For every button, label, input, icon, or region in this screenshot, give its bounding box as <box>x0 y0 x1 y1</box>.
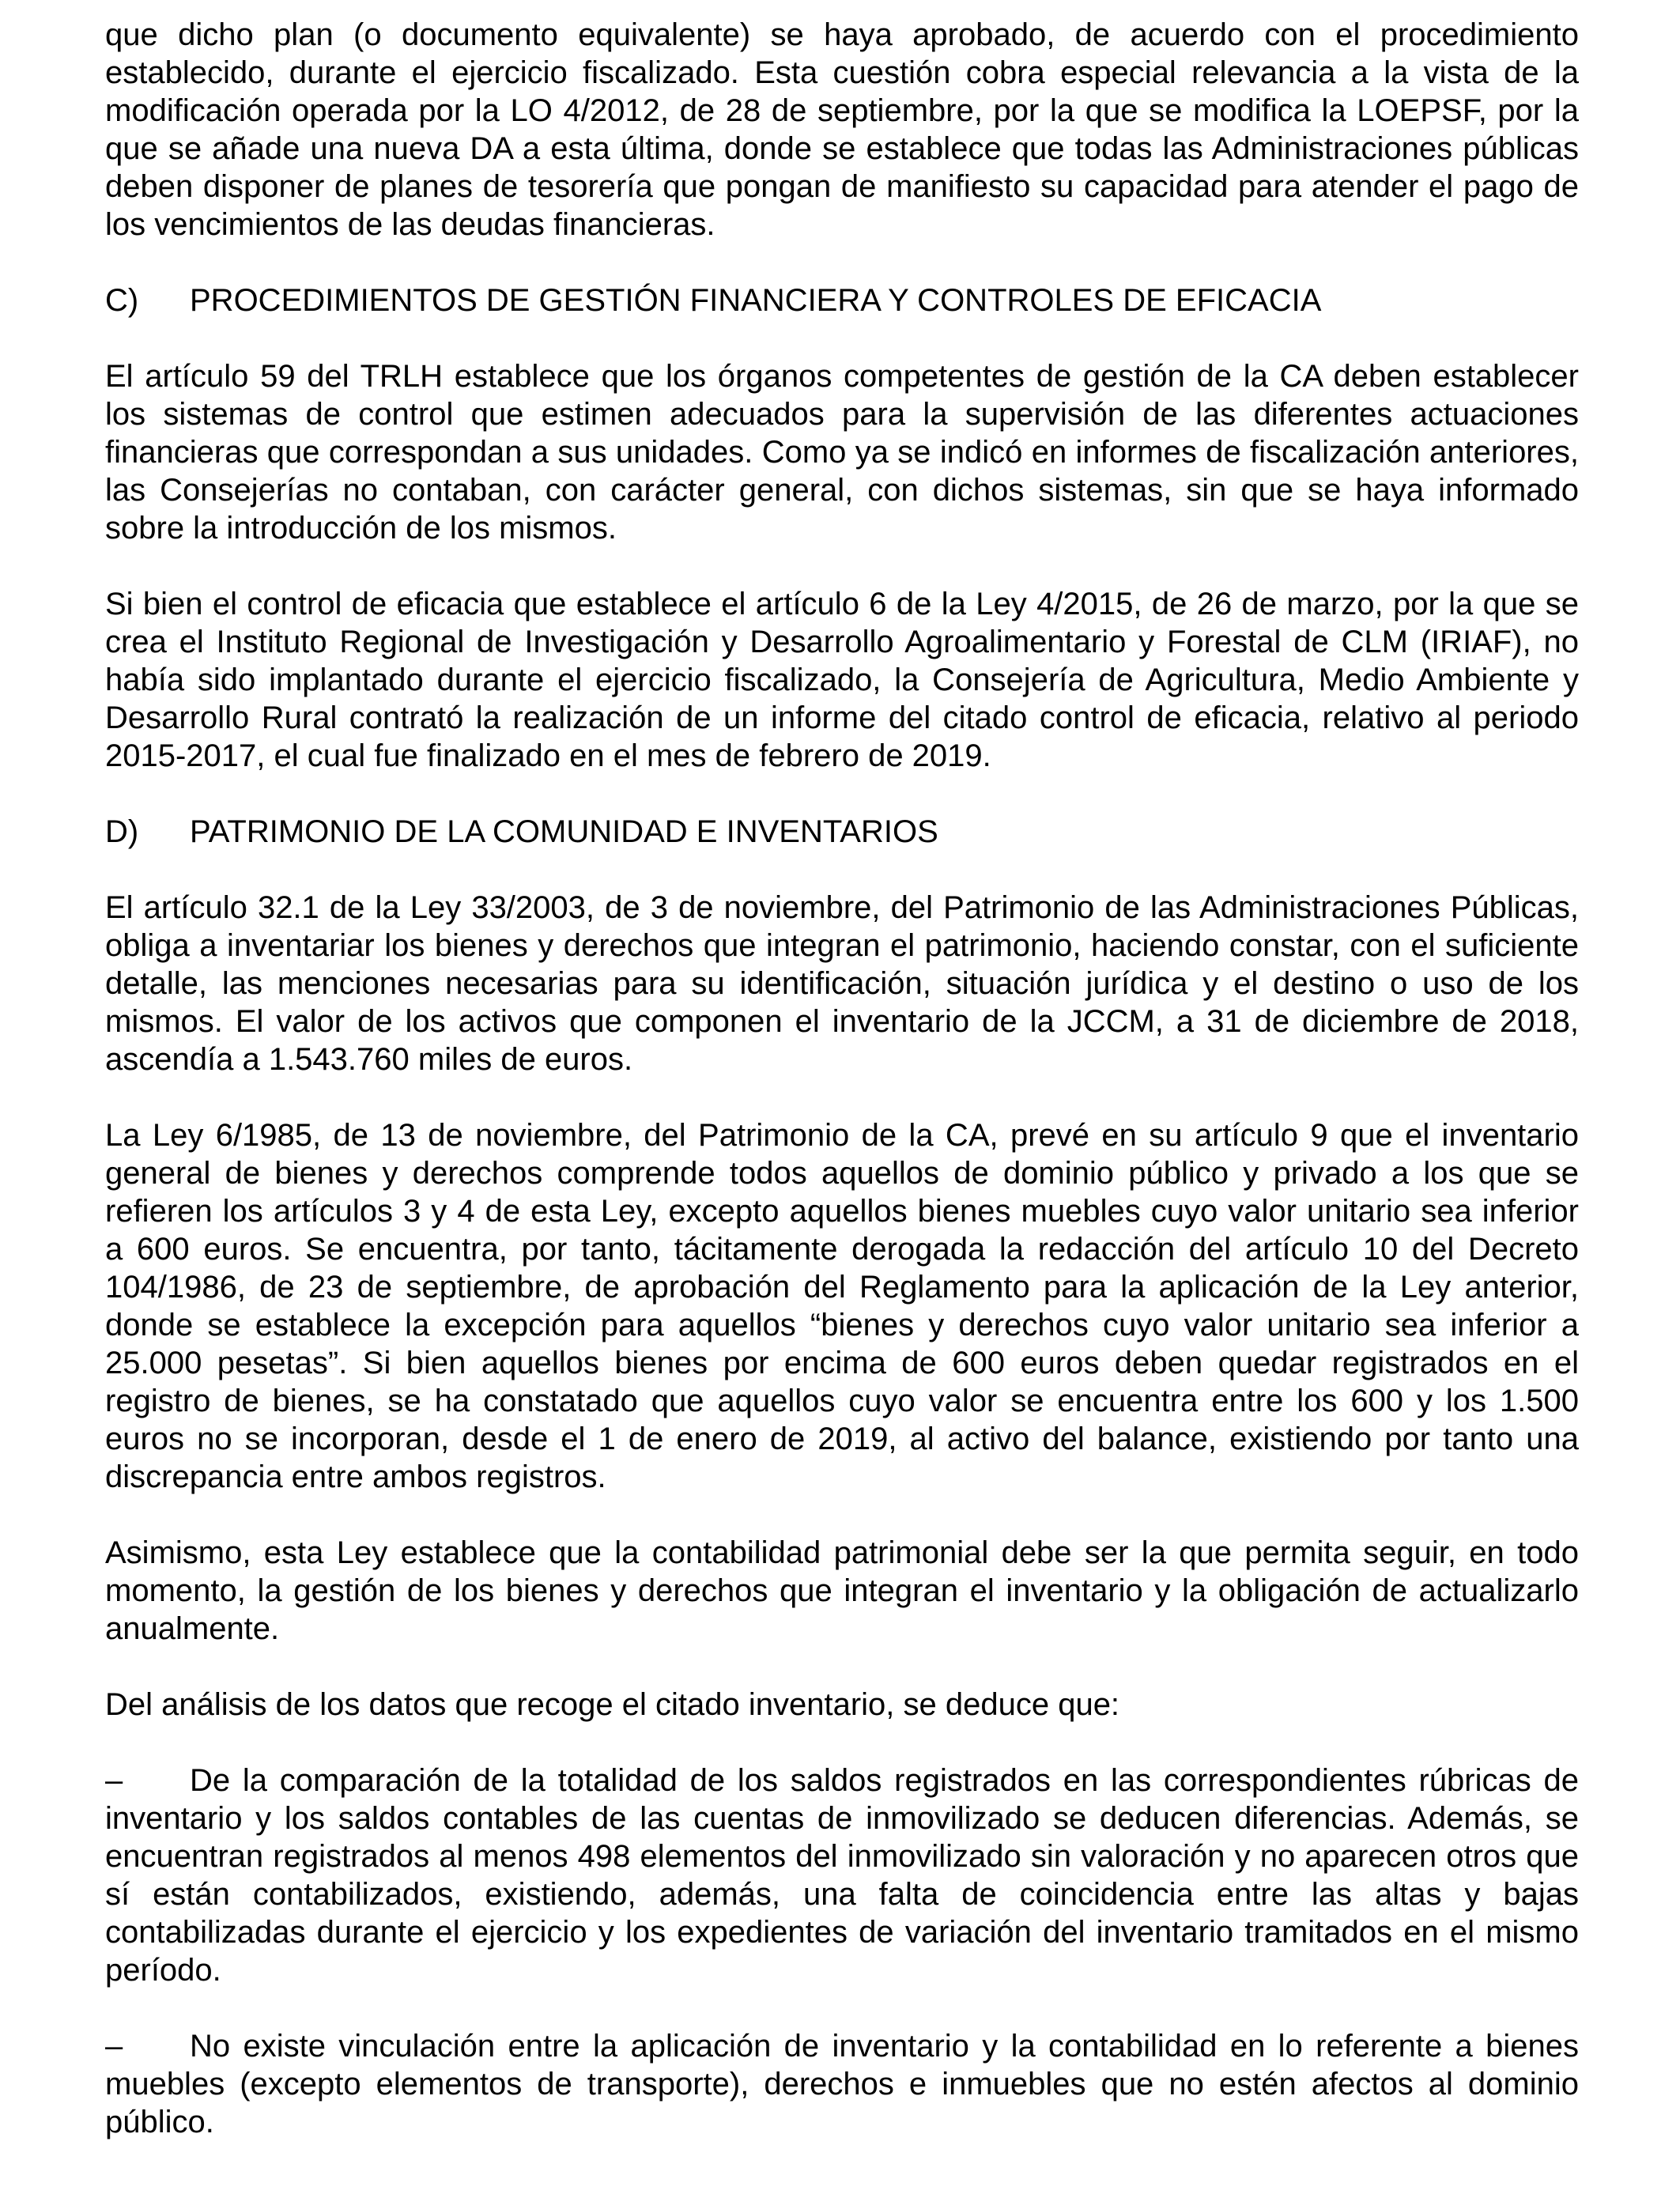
section-heading-d <box>105 813 1579 851</box>
section-letter-c: C) <box>105 283 139 318</box>
bullet-item-2 <box>105 2027 1579 2141</box>
paragraph-c1: El artículo 59 del TRLH establece que los órganos competentes de gestión de la CA deben establecer los sistemas de control que estimen adecuados para la supervisión de las diferentes actuaciones financieras que correspondan a sus unidades. Como ya se indicó en informes de fiscalización anteriores, las Consejerías no contaban, con carácter general, con dichos sistemas, sin que se haya informado sobre la introducción de los mismos. <box>105 359 1579 546</box>
paragraph-c2: Si bien el control de eficacia que establece el artículo 6 de la Ley 4/2015, de 26 de marzo, por la que se crea el Instituto Regional de Investigación y Desarrollo Agroalimentario y Forestal de CLM (IRIAF), no había sido implantado durante el ejercicio fiscalizado, la Consejería de Agricultura, Medio Ambiente y Desarrollo Rural contrató la realización de un informe del citado control de eficacia, relativo al periodo 2015-2017, el cual fue finalizado en el mes de febrero de 2019. <box>105 587 1579 773</box>
paragraph-d2: La Ley 6/1985, de 13 de noviembre, del Patrimonio de la CA, prevé en su artículo 9 que el inventario general de bienes y derechos comprende todos aquellos de dominio público y privado a los que se refieren los artículos 3 y 4 de esta Ley, excepto aquellos bienes muebles cuyo valor unitario sea inferior a 600 euros. Se encuentra, por tanto, tácitamente derogada la redacción del artículo 10 del Decreto 104/1986, de 23 de septiembre, de aprobación del Reglamento para la aplicación de la Ley anterior, donde se establece la excepción para aquellos “bienes y derechos cuyo valor unitario sea inferior a 25.000 pesetas”. Si bien aquellos bienes por encima de 600 euros deben quedar registrados en el registro de bienes, se ha constatado que aquellos cuyo valor se encuentra entre los 600 y los 1.500 euros no se incorporan, desde el 1 de enero de 2019, al activo del balance, existiendo por tanto una discrepancia entre ambos registros. <box>105 1118 1579 1494</box>
bullet-dash: – <box>105 1763 123 1798</box>
bullet-text: De la comparación de la totalidad de los saldos registrados en las correspondientes rúbricas de inventario y los saldos contables de las cuentas de inmovilizado se deducen diferencias. Además, se encuentran registrados al menos 498 elementos del inmovilizado sin valoración y no aparecen otros que sí están contabilizados, existiendo, además, una falta de coincidencia entre las altas y bajas contabilizadas durante el ejercicio y los expedientes de variación del inventario tramitados en el mismo período. <box>105 1763 1579 1988</box>
paragraph-intro: que dicho plan (o documento equivalente) se haya aprobado, de acuerdo con el procedimiento establecido, durante el ejercicio fiscalizado. Esta cuestión cobra especial relevancia a la vista de la modificación operada por la LO 4/2012, de 28 de septiembre, por la que se modifica la LOEPSF, por la que se añade una nueva DA a esta última, donde se establece que todas las Administraciones públicas deben disponer de planes de tesorería que pongan de manifiesto su capacidad para atender el pago de los vencimientos de las deudas financieras. <box>105 17 1579 242</box>
section-heading-c <box>105 281 1579 319</box>
paragraph-d1: El artículo 32.1 de la Ley 33/2003, de 3 de noviembre, del Patrimonio de las Administraciones Públicas, obliga a inventariar los bienes y derechos que integran el patrimonio, haciendo constar, con el suficiente detalle, las menciones necesarias para su identificación, situación jurídica y el destino o uso de los mismos. El valor de los activos que componen el inventario de la JCCM, a 31 de diciembre de 2018, ascendía a 1.543.760 miles de euros. <box>105 890 1579 1077</box>
paragraph-d4: Del análisis de los datos que recoge el citado inventario, se deduce que: <box>105 1687 1120 1722</box>
bullet-item-1 <box>105 1762 1579 1989</box>
bullet-text: No existe vinculación entre la aplicación de inventario y la contabilidad en lo referente a bienes muebles (excepto elementos de transporte), derechos e inmuebles que no estén afectos al dominio público. <box>105 2029 1579 2139</box>
paragraph-d3: Asimismo, esta Ley establece que la contabilidad patrimonial debe ser la que permita seguir, en todo momento, la gestión de los bienes y derechos que integran el inventario y la obligación de actualizarlo anualmente. <box>105 1535 1579 1646</box>
section-title-c: PROCEDIMIENTOS DE GESTIÓN FINANCIERA Y CONTROLES DE EFICACIA <box>190 283 1322 318</box>
section-title-d: PATRIMONIO DE LA COMUNIDAD E INVENTARIOS <box>190 814 938 849</box>
section-letter-d: D) <box>105 814 139 849</box>
bullet-dash: – <box>105 2029 123 2064</box>
